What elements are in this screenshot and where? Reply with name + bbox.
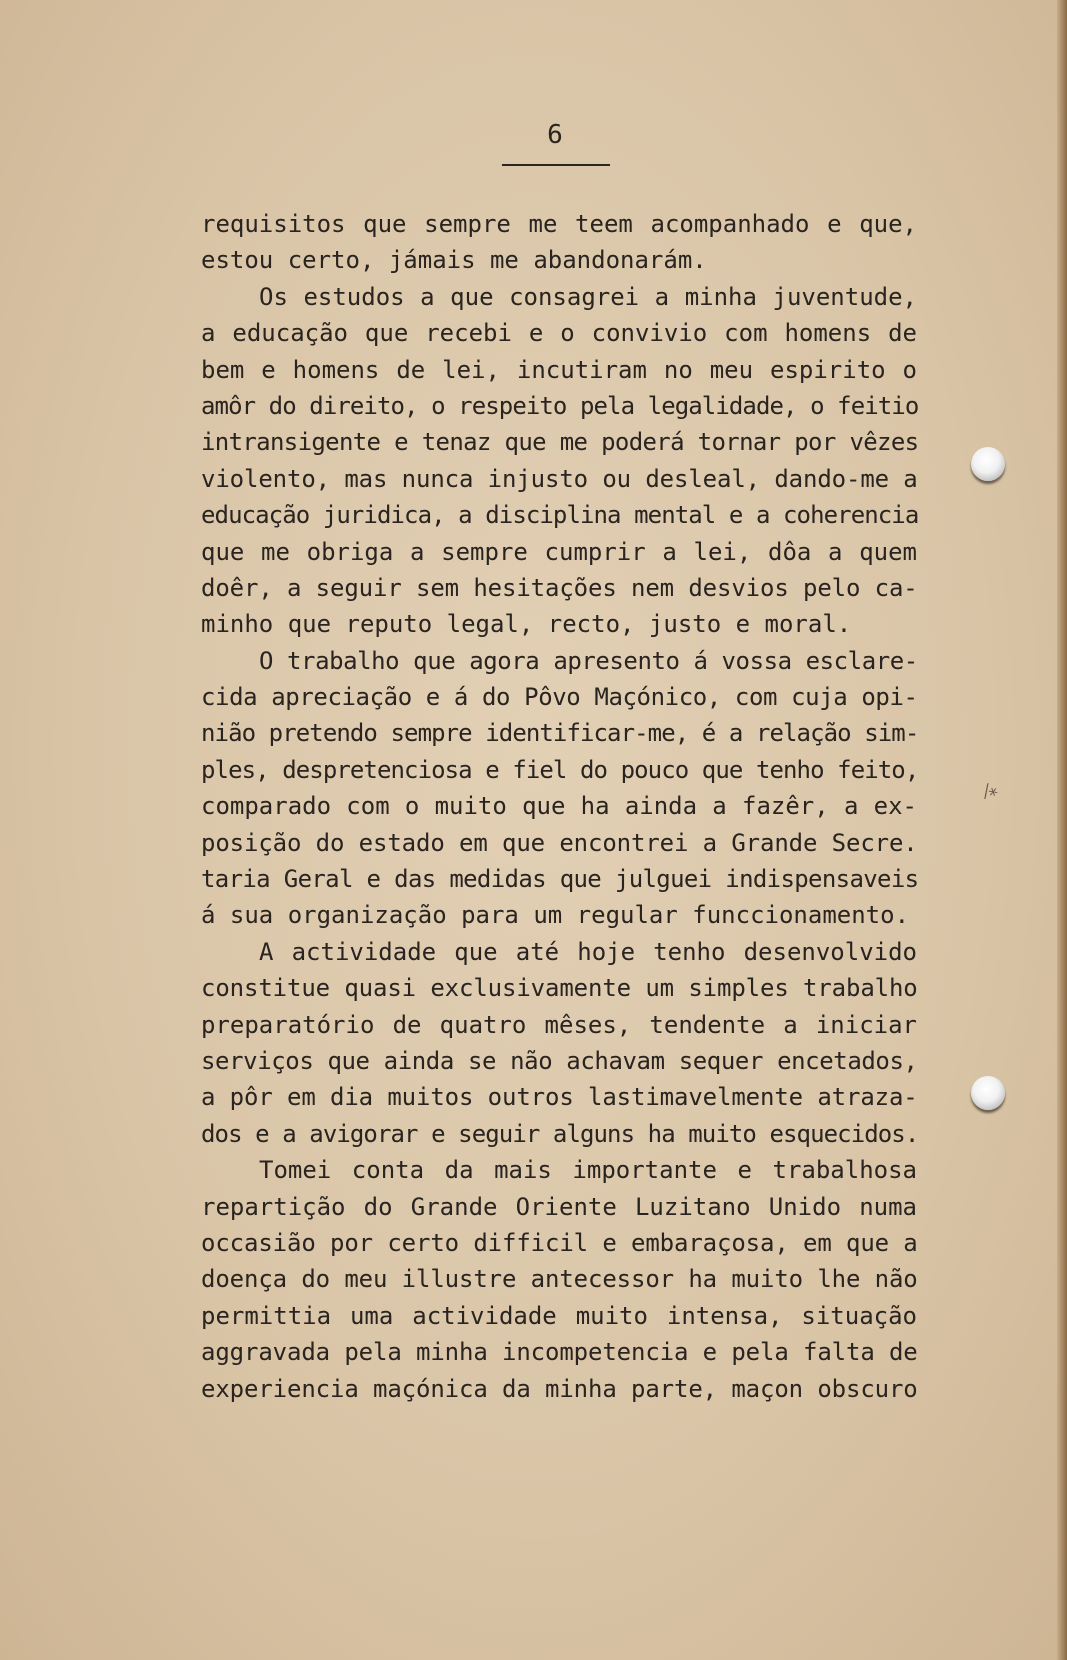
text-line: violento, mas nunca injusto ou desleal, dando-me a (201, 464, 918, 493)
body-text (201, 206, 917, 1407)
text-line: posição do estado em que encontrei a Grande Secre. (201, 828, 918, 857)
text-line: á sua organização para um regular funccionamento. (201, 901, 910, 930)
text-line: doêr, a seguir sem hesitações nem desvios pelo ca- (201, 573, 918, 602)
text-line: constitue quasi exclusivamente um simples trabalho (201, 974, 918, 1003)
page-number: 6 (547, 120, 563, 150)
text-line: que me obriga a sempre cumprir a lei, dôa a quem (201, 537, 917, 566)
text-line: permittia uma actividade muito intensa, situação (201, 1301, 917, 1330)
text-line: occasião por certo difficil e embaraçosa, em que a (201, 1228, 918, 1257)
text-line: minho que reputo legal, recto, justo e moral. (201, 610, 852, 639)
punch-hole-upper (971, 447, 1005, 481)
text-line: Tomei conta da mais importante e trabalhosa (259, 1156, 917, 1185)
text-line: preparatório de quatro mêses, tendente a iniciar (201, 1010, 917, 1039)
text-line: ples, despretenciosa e fiel do pouco que tenho feito, (201, 755, 919, 784)
text-line: estou certo, jámais me abandonarám. (201, 246, 707, 275)
text-line: Os estudos a que consagrei a minha juventude, (259, 282, 917, 311)
punch-hole-lower (971, 1076, 1005, 1110)
text-line: a pôr em dia muitos outros lastimavelmente atraza- (201, 1083, 918, 1112)
text-line: cida apreciação e á do Pôvo Maçónico, com cuja opi- (201, 683, 918, 712)
text-line: intransigente e tenaz que me poderá tornar por vêzes (201, 428, 919, 457)
text-line: nião pretendo sempre identificar-me, é a relação sim- (201, 719, 919, 748)
text-line: A actividade que até hoje tenho desenvolvido (259, 937, 917, 966)
text-line: requisitos que sempre me teem acompanhado e que, (201, 210, 917, 238)
text-line: a educação que recebi e o convivio com homens de (201, 319, 917, 348)
text-line: bem e homens de lei, incutiram no meu espirito o (201, 355, 917, 384)
page-edge-shadow (1057, 0, 1067, 1660)
text-line: doença do meu illustre antecessor ha muito lhe não (201, 1265, 918, 1294)
text-line: experiencia maçónica da minha parte, maçon obscuro (201, 1374, 918, 1403)
page-number-rule (502, 164, 610, 166)
text-line: taria Geral e das medidas que julguei indispensaveis (201, 865, 919, 894)
text-line: dos e a avigorar e seguir alguns ha muito esquecidos. (201, 1119, 919, 1148)
text-line: repartição do Grande Oriente Luzitano Unido numa (201, 1192, 917, 1221)
text-line: educação juridica, a disciplina mental e a coherencia (201, 501, 919, 530)
text-line: serviços que ainda se não achavam sequer encetados, (201, 1046, 918, 1075)
pencil-mark: ⁄⁎ (981, 778, 1001, 803)
text-line: aggravada pela minha incompetencia e pela falta de (201, 1338, 918, 1367)
text-line: amôr do direito, o respeito pela legalidade, o feitio (201, 391, 919, 420)
text-line: comparado com o muito que ha ainda a fazêr, a ex- (201, 792, 917, 821)
text-line: O trabalho que agora apresento á vossa esclare- (259, 646, 918, 675)
